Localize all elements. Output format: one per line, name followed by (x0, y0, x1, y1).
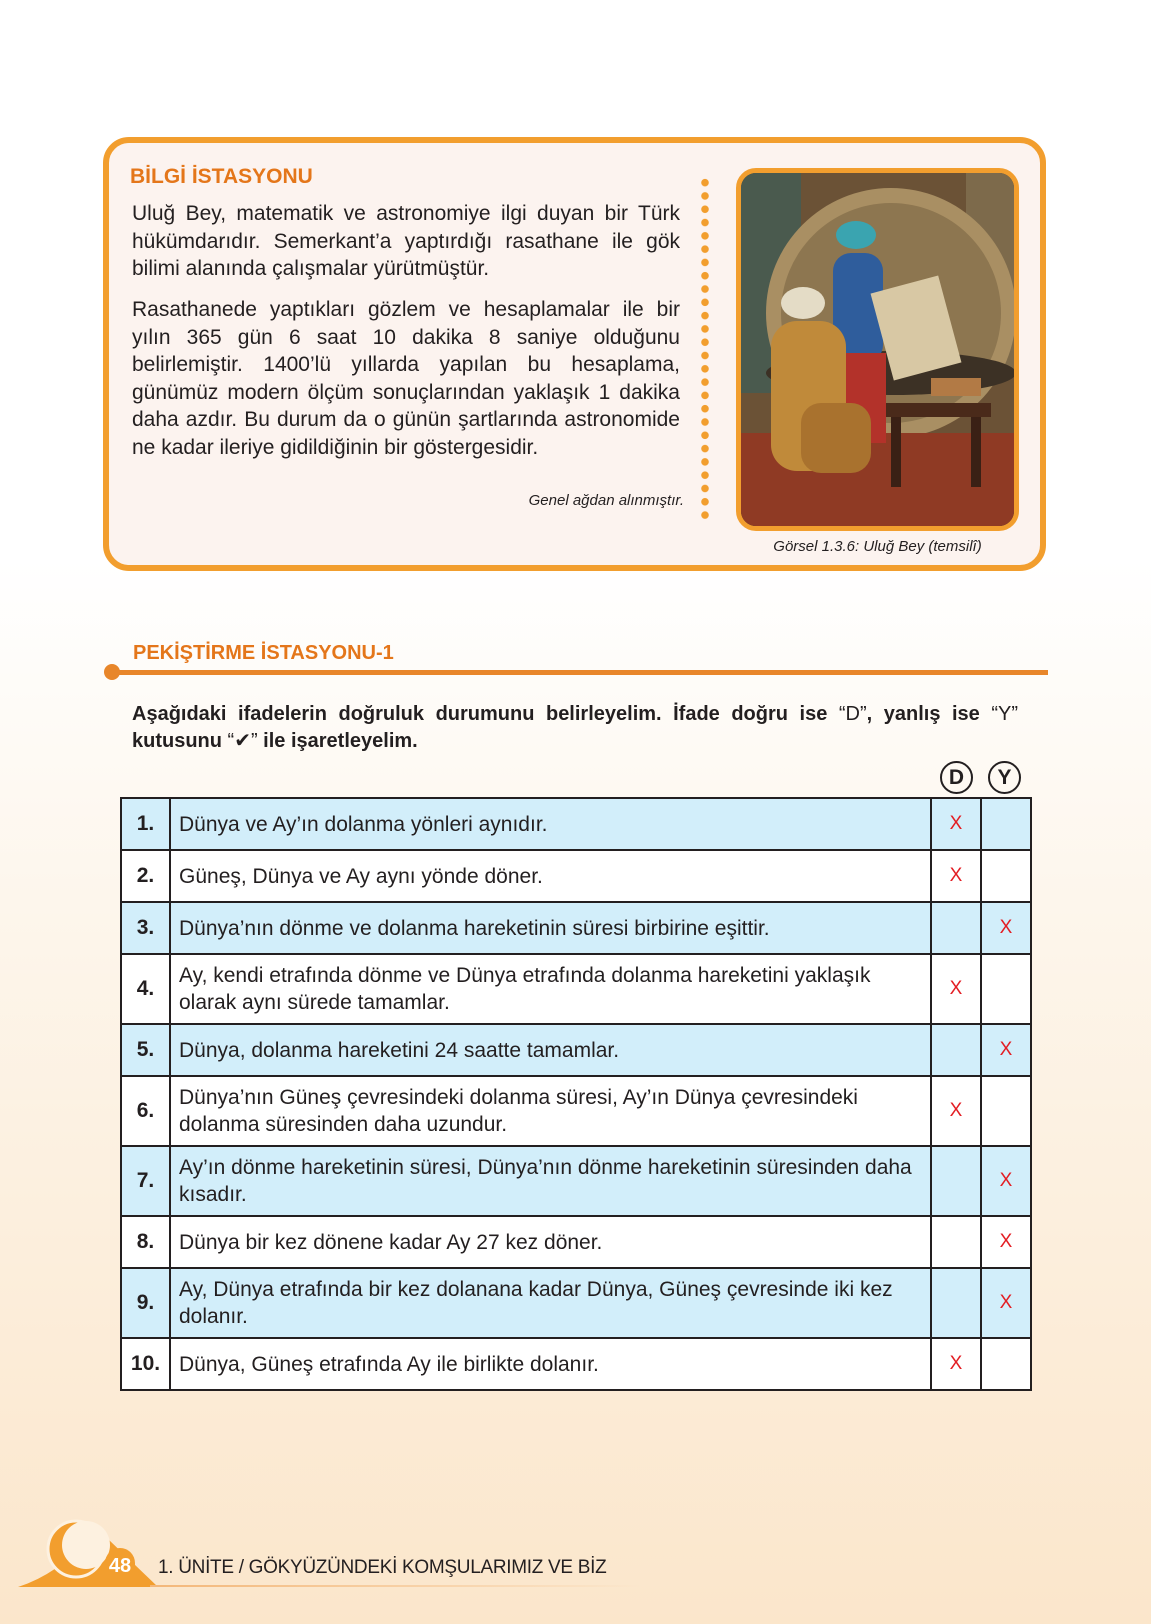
statements-table (120, 797, 1032, 1391)
true-checkbox[interactable]: X (931, 1076, 981, 1146)
false-checkbox[interactable] (981, 798, 1031, 850)
false-checkbox[interactable] (981, 954, 1031, 1024)
exercise-title: PEKİŞTİRME İSTASYONU-1 (133, 642, 394, 664)
column-true-header: D (940, 761, 973, 794)
statement-number: 7. (121, 1146, 170, 1216)
statement-number: 2. (121, 850, 170, 902)
exercise-instruction: Aşağıdaki ifadelerin doğruluk durumunu belirleyelim. İfade doğru ise “D”, yanlış ise “Y” kutusunu “✔” ile işaretleyelim. (132, 703, 1019, 752)
true-checkbox[interactable]: X (931, 954, 981, 1024)
footer-rule (150, 1585, 640, 1587)
statement-number: 8. (121, 1216, 170, 1268)
true-checkbox[interactable] (931, 1024, 981, 1076)
statement-text: Ay, kendi etrafında dönme ve Dünya etrafında dolanma hareketini yaklaşık olarak aynı sürede tamamlar. (170, 954, 931, 1024)
crescent-moon-icon (18, 1519, 158, 1589)
section-rule (111, 670, 1048, 675)
true-checkbox[interactable] (931, 902, 981, 954)
false-checkbox[interactable]: X (981, 1146, 1031, 1216)
table-row (121, 798, 1031, 850)
unit-title: 1. ÜNİTE / GÖKYÜZÜNDEKİ KOMŞULARIMIZ VE BİZ (158, 1557, 607, 1578)
statement-number: 9. (121, 1268, 170, 1338)
statement-text: Dünya’nın dönme ve dolanma hareketinin süresi birbirine eşittir. (170, 902, 931, 954)
true-checkbox[interactable]: X (931, 1338, 981, 1390)
false-checkbox[interactable]: X (981, 1216, 1031, 1268)
info-station-title: BİLGİ İSTASYONU (130, 165, 313, 188)
table-row (121, 1268, 1031, 1338)
statement-number: 1. (121, 798, 170, 850)
statement-number: 5. (121, 1024, 170, 1076)
statement-text: Dünya’nın Güneş çevresindeki dolanma süresi, Ay’ın Dünya çevresindeki dolanma süresinden daha uzundur. (170, 1076, 931, 1146)
statement-text: Dünya ve Ay’ın dolanma yönleri aynıdır. (170, 798, 931, 850)
table-row (121, 1024, 1031, 1076)
true-checkbox[interactable]: X (931, 798, 981, 850)
statement-text: Güneş, Dünya ve Ay aynı yönde döner. (170, 850, 931, 902)
false-checkbox[interactable] (981, 1076, 1031, 1146)
true-checkbox[interactable] (931, 1268, 981, 1338)
false-checkbox[interactable]: X (981, 1024, 1031, 1076)
false-checkbox[interactable]: X (981, 902, 1031, 954)
dotted-divider (701, 176, 709, 521)
column-false-header: Y (988, 761, 1021, 794)
statement-text: Ay’ın dönme hareketinin süresi, Dünya’nın dönme hareketinin süresinden daha kısadır. (170, 1146, 931, 1216)
true-checkbox[interactable]: X (931, 850, 981, 902)
page-number: 48 (105, 1548, 135, 1584)
false-checkbox[interactable]: X (981, 1268, 1031, 1338)
statement-text: Dünya bir kez dönene kadar Ay 27 kez döner. (170, 1216, 931, 1268)
info-source: Genel ağdan alınmıştır. (528, 492, 684, 509)
statement-number: 4. (121, 954, 170, 1024)
info-paragraph-1: Uluğ Bey, matematik ve astronomiye ilgi duyan bir Türk hükümdarıdır. Semerkant’a yaptırdığı rasathane ile gök bilimi alanında çalışmalar yürütmüştür. (132, 202, 680, 280)
false-checkbox[interactable] (981, 1338, 1031, 1390)
statement-number: 6. (121, 1076, 170, 1146)
table-row (121, 902, 1031, 954)
statement-text: Dünya, dolanma hareketini 24 saatte tamamlar. (170, 1024, 931, 1076)
table-row (121, 1338, 1031, 1390)
statement-text: Dünya, Güneş etrafında Ay ile birlikte dolanır. (170, 1338, 931, 1390)
statement-text: Ay, Dünya etrafında bir kez dolanana kadar Dünya, Güneş çevresinde iki kez dolanır. (170, 1268, 931, 1338)
statement-number: 10. (121, 1338, 170, 1390)
table-row (121, 954, 1031, 1024)
false-checkbox[interactable] (981, 850, 1031, 902)
true-checkbox[interactable] (931, 1216, 981, 1268)
table-row (121, 1146, 1031, 1216)
image-caption: Görsel 1.3.6: Uluğ Bey (temsilî) (773, 538, 982, 555)
ulugh-beg-illustration (736, 168, 1019, 531)
table-row (121, 850, 1031, 902)
statement-number: 3. (121, 902, 170, 954)
info-paragraph-2: Rasathanede yaptıkları gözlem ve hesaplamalar ile bir yılın 365 gün 6 saat 10 dakika 8 saniye olduğunu belirlemiştir. 1400’lü yıllarda yapılan bu hesaplama, günümüz modern ölçüm sonuçlarından yaklaşık 1 dakika daha azdır. Bu durum da o günün şartlarında astronomide ne kadar ileriye gidildiğinin bir göstergesidir. (132, 298, 680, 459)
true-checkbox[interactable] (931, 1146, 981, 1216)
table-row (121, 1216, 1031, 1268)
checkmark-icon: “✔” (227, 730, 258, 752)
table-row (121, 1076, 1031, 1146)
